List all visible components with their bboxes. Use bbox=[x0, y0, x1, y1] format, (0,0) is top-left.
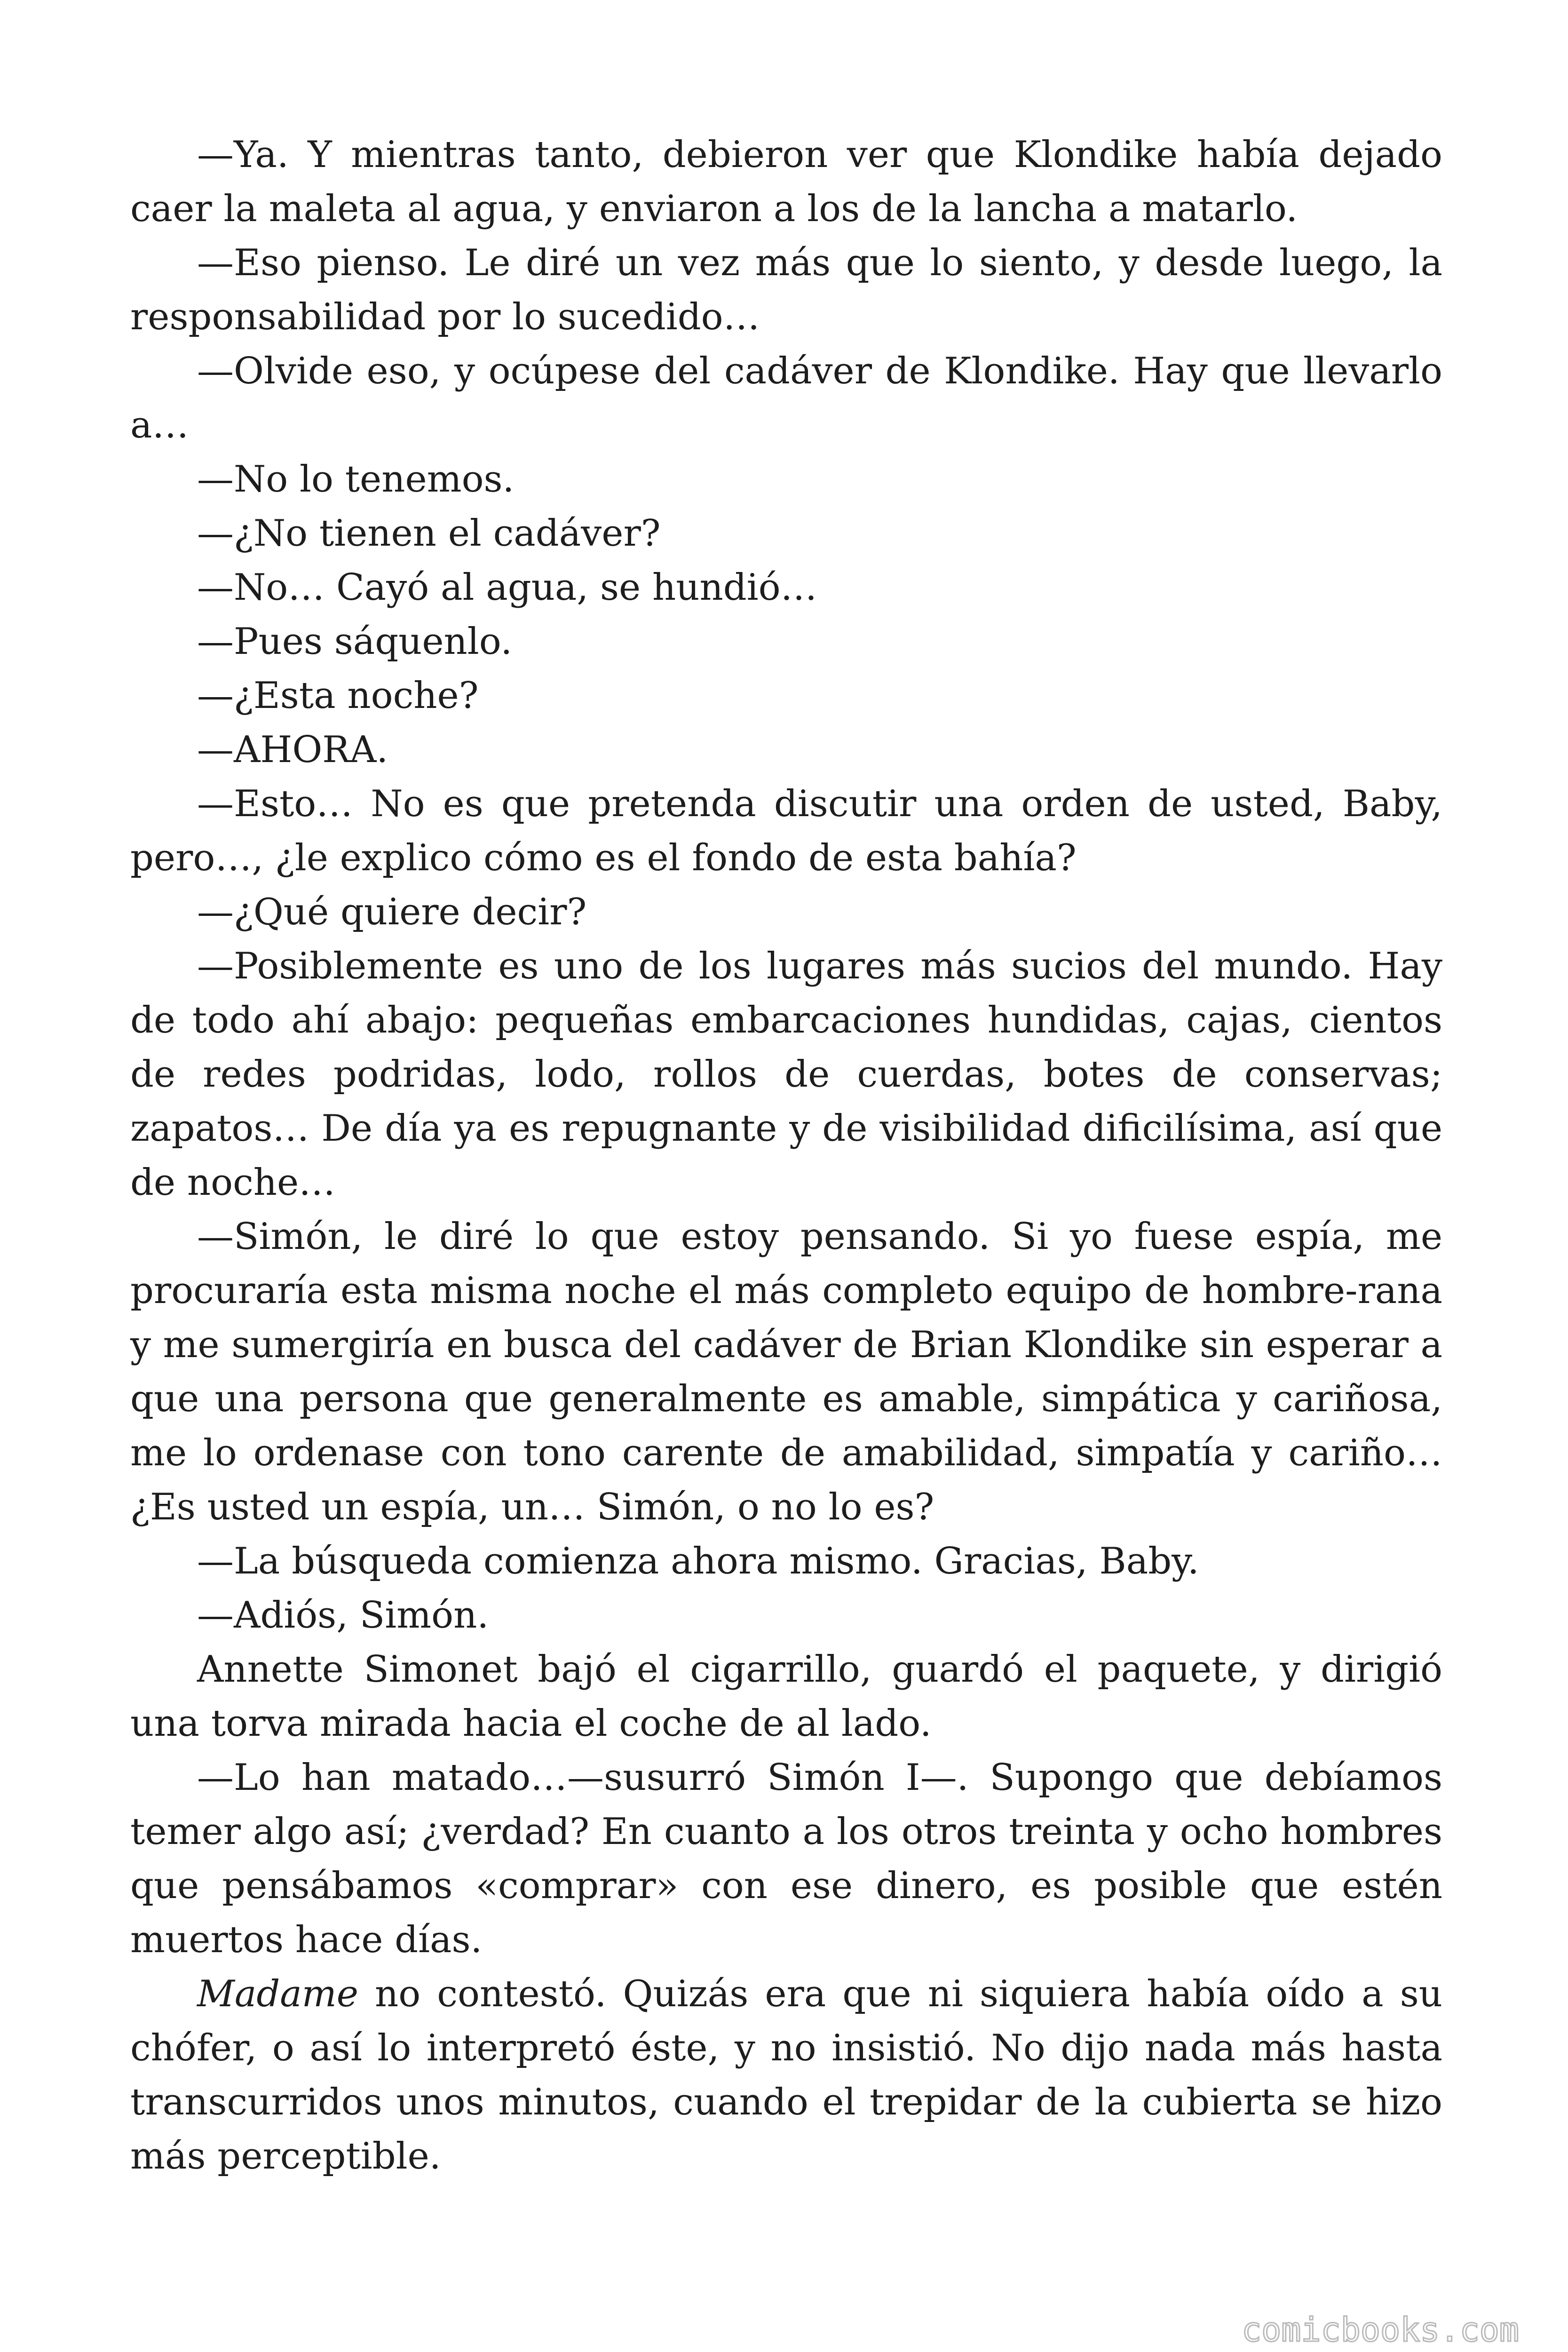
paragraph-4: —No lo tenemos. bbox=[197, 458, 515, 501]
paragraph-5: —¿No tienen el cadáver? bbox=[197, 512, 661, 555]
paragraph-2: —Eso pienso. Le diré un vez más que lo siento, y desde luego, la responsabilidad por lo sucedido… bbox=[130, 242, 1442, 338]
paragraph-7: —Pues sáquenlo. bbox=[197, 620, 513, 663]
paragraph-1: —Ya. Y mientras tanto, debieron ver que Klondike había dejado caer la maleta al agua, y enviaron a los de la lancha a matarlo. bbox=[130, 134, 1442, 230]
paragraph-9: —AHORA. bbox=[197, 729, 388, 771]
paragraph-18-italic: Madame bbox=[197, 1973, 358, 2015]
paragraph-15: —Adiós, Simón. bbox=[197, 1594, 489, 1637]
paragraph-18-text: no contestó. Quizás era que ni siquiera había oído a su chófer, o así lo interpretó éste, y no insistió. No dijo nada más hasta transcurridos unos minutos, cuando el trepidar de la cubierta se hizo más perceptible. bbox=[130, 1973, 1442, 2177]
paragraph-6: —No… Cayó al agua, se hundió… bbox=[197, 566, 817, 609]
paragraph-12: —Posiblemente es uno de los lugares más sucios del mundo. Hay de todo ahí abajo: pequeñas embarcaciones hundidas, cajas, cientos de redes podridas, lodo, rollos de cuerdas, botes de conservas; zapatos… De día ya es repugnante y de visibilidad dificilísima, así que de noche… bbox=[130, 945, 1442, 1204]
paragraph-13: —Simón, le diré lo que estoy pensando. Si yo fuese espía, me procuraría esta misma noche el más completo equipo de hombre-rana y me sumergiría en busca del cadáver de Brian Klondike sin esperar a que una persona que generalmente es amable, simpática y cariñosa, me lo ordenase con tono carente de amabilidad, simpatía y cariño… ¿Es usted un espía, un… Simón, o no lo es? bbox=[130, 1216, 1442, 1528]
paragraph-10: —Esto… No es que pretenda discutir una orden de usted, Baby, pero…, ¿le explico cómo es el fondo de esta bahía? bbox=[130, 783, 1442, 879]
paragraph-8: —¿Esta noche? bbox=[197, 675, 479, 717]
paragraph-16: Annette Simonet bajó el cigarrillo, guardó el paquete, y dirigió una torva mirada hacia el coche de al lado. bbox=[130, 1648, 1442, 1745]
watermark-logo bbox=[1162, 2307, 1519, 2350]
paragraph-11: —¿Qué quiere decir? bbox=[197, 891, 587, 933]
watermark bbox=[1162, 2307, 1519, 2350]
paragraph-3: —Olvide eso, y ocúpese del cadáver de Klondike. Hay que llevarlo a… bbox=[130, 350, 1442, 446]
paragraph-14: —La búsqueda comienza ahora mismo. Gracias, Baby. bbox=[197, 1540, 1199, 1582]
paragraph-18 bbox=[130, 1967, 1442, 2184]
page-body bbox=[130, 128, 1442, 2184]
paragraph-17: —Lo han matado…—susurró Simón I—. Supongo que debíamos temer algo así; ¿verdad? En cuanto a los otros treinta y ocho hombres que pensábamos «comprar» con ese dinero, es posible que estén muertos hace días. bbox=[130, 1756, 1442, 1961]
watermark-text: comicbooks.com bbox=[1241, 2311, 1519, 2349]
